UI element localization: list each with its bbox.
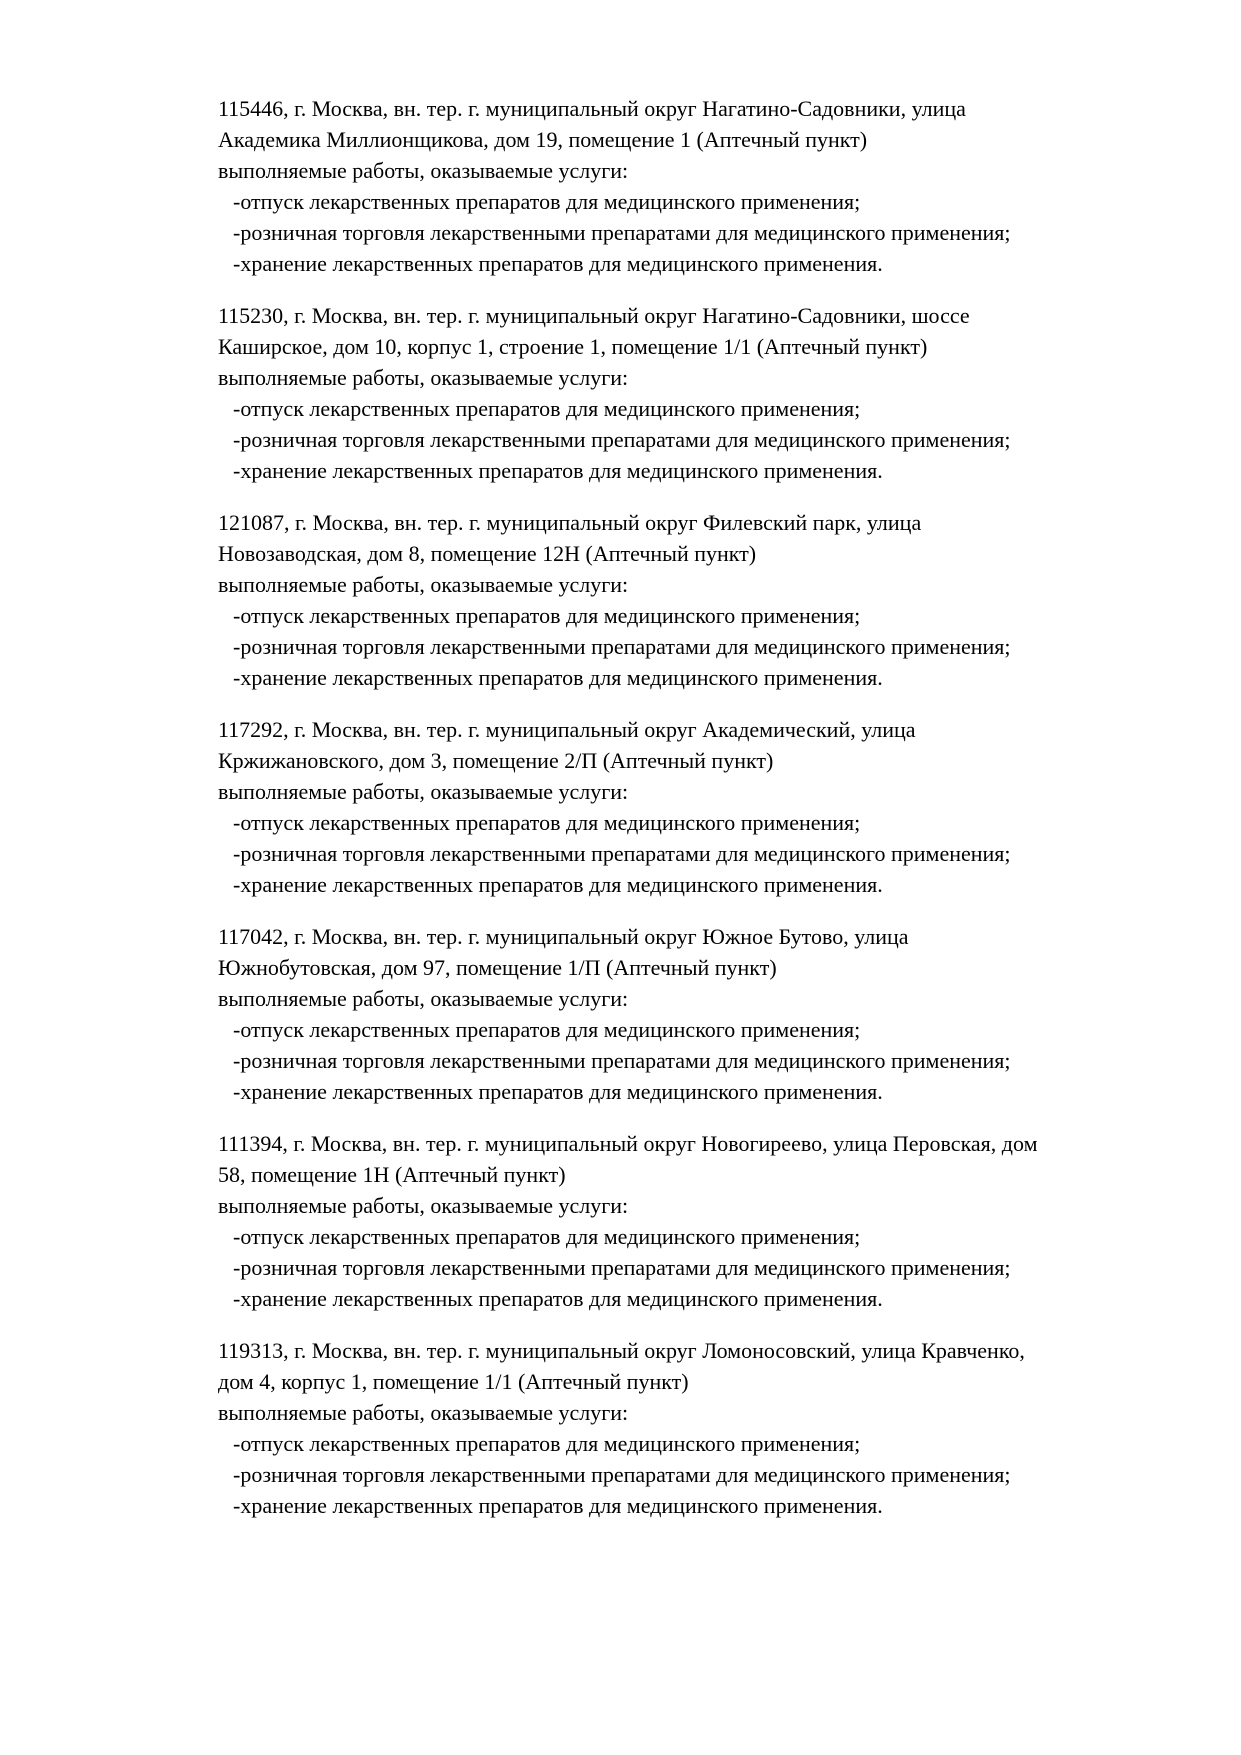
works-header: выполняемые работы, оказываемые услуги: (218, 986, 629, 1011)
works-header: выполняемые работы, оказываемые услуги: (218, 1193, 629, 1218)
entry-address-line-1: 115446, г. Москва, вн. тер. г. муниципальный округ Нагатино-Садовники, улица (218, 96, 966, 121)
service-item-dispensing: -отпуск лекарственных препаратов для медицинского применения; (233, 603, 861, 628)
entry-address-line-2: Кржижановского, дом 3, помещение 2/П (Аптечный пункт) (218, 748, 774, 773)
service-item-retail: -розничная торговля лекарственными препаратами для медицинского применения; (233, 220, 1011, 245)
service-item-dispensing: -отпуск лекарственных препаратов для медицинского применения; (233, 396, 861, 421)
entry-address-line-2: Академика Миллионщикова, дом 19, помещение 1 (Аптечный пункт) (218, 127, 868, 152)
service-item-retail: -розничная торговля лекарственными препаратами для медицинского применения; (233, 1462, 1011, 1487)
service-item-storage: -хранение лекарственных препаратов для медицинского применения. (233, 458, 883, 483)
works-header: выполняемые работы, оказываемые услуги: (218, 365, 629, 390)
service-item-storage: -хранение лекарственных препаратов для медицинского применения. (233, 251, 883, 276)
service-item-retail: -розничная торговля лекарственными препаратами для медицинского применения; (233, 427, 1011, 452)
entry-address-line-1: 121087, г. Москва, вн. тер. г. муниципальный округ Филевский парк, улица (218, 510, 922, 535)
entry-address-line-2: 58, помещение 1Н (Аптечный пункт) (218, 1162, 566, 1187)
entry-address-line-1: 111394, г. Москва, вн. тер. г. муниципальный округ Новогиреево, улица Перовская, дом (218, 1131, 1038, 1156)
works-header: выполняемые работы, оказываемые услуги: (218, 158, 629, 183)
works-header: выполняемые работы, оказываемые услуги: (218, 779, 629, 804)
service-item-dispensing: -отпуск лекарственных препаратов для медицинского применения; (233, 1224, 861, 1249)
license-entry (218, 300, 1178, 486)
entry-address-line-2: Новозаводская, дом 8, помещение 12Н (Аптечный пункт) (218, 541, 757, 566)
license-pharmacy-list (218, 93, 1178, 1542)
works-header: выполняемые работы, оказываемые услуги: (218, 572, 629, 597)
service-item-dispensing: -отпуск лекарственных препаратов для медицинского применения; (233, 810, 861, 835)
license-entry (218, 1128, 1178, 1314)
license-entry (218, 93, 1178, 279)
license-entry (218, 1335, 1178, 1521)
entry-address-line-2: Каширское, дом 10, корпус 1, строение 1, помещение 1/1 (Аптечный пункт) (218, 334, 928, 359)
entry-address-line-2: Южнобутовская, дом 97, помещение 1/П (Аптечный пункт) (218, 955, 777, 980)
license-entry (218, 714, 1178, 900)
service-item-retail: -розничная торговля лекарственными препаратами для медицинского применения; (233, 841, 1011, 866)
service-item-retail: -розничная торговля лекарственными препаратами для медицинского применения; (233, 1255, 1011, 1280)
entry-address-line-1: 117042, г. Москва, вн. тер. г. муниципальный округ Южное Бутово, улица (218, 924, 909, 949)
service-item-dispensing: -отпуск лекарственных препаратов для медицинского применения; (233, 1431, 861, 1456)
entry-address-line-2: дом 4, корпус 1, помещение 1/1 (Аптечный пункт) (218, 1369, 689, 1394)
service-item-retail: -розничная торговля лекарственными препаратами для медицинского применения; (233, 634, 1011, 659)
service-item-storage: -хранение лекарственных препаратов для медицинского применения. (233, 1493, 883, 1518)
entry-address-line-1: 119313, г. Москва, вн. тер. г. муниципальный округ Ломоносовский, улица Кравченко, (218, 1338, 1025, 1363)
service-item-storage: -хранение лекарственных препаратов для медицинского применения. (233, 1286, 883, 1311)
service-item-storage: -хранение лекарственных препаратов для медицинского применения. (233, 665, 883, 690)
service-item-storage: -хранение лекарственных препаратов для медицинского применения. (233, 872, 883, 897)
service-item-retail: -розничная торговля лекарственными препаратами для медицинского применения; (233, 1048, 1011, 1073)
license-entry (218, 921, 1178, 1107)
service-item-dispensing: -отпуск лекарственных препаратов для медицинского применения; (233, 1017, 861, 1042)
works-header: выполняемые работы, оказываемые услуги: (218, 1400, 629, 1425)
entry-address-line-1: 117292, г. Москва, вн. тер. г. муниципальный округ Академический, улица (218, 717, 916, 742)
entry-address-line-1: 115230, г. Москва, вн. тер. г. муниципальный округ Нагатино-Садовники, шоссе (218, 303, 970, 328)
service-item-dispensing: -отпуск лекарственных препаратов для медицинского применения; (233, 189, 861, 214)
service-item-storage: -хранение лекарственных препаратов для медицинского применения. (233, 1079, 883, 1104)
license-entry (218, 507, 1178, 693)
